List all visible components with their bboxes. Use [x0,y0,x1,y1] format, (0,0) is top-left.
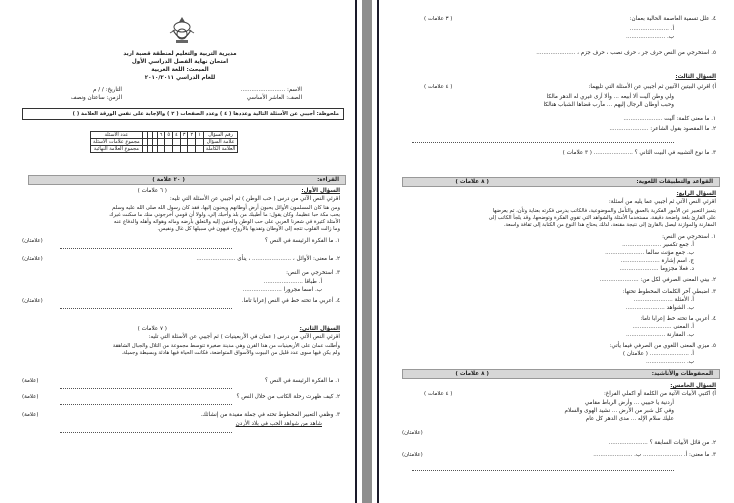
q2-item-1-mark: (علامة) [22,378,39,384]
grammar-band-marks: ( ٨ علامات ) [455,179,489,185]
q4-item-4b: ب. المقارنة ...................... [625,332,694,338]
p2-q5: ٥. استخرجي من النص حرف جر ، حرف نصب ، حرف جزم ، ...................... [536,50,716,56]
page-edge [355,0,357,503]
passage-line: وأطلت عمان على الأربعينيات من هذا القرن وهي مدينة صغيرة تتوسط مجموعة من التلال والجبال الشاهقة [112,343,340,349]
p2-option-b: ب. ...................... [626,34,674,40]
q2-title: السؤال الثاني: [299,326,340,332]
q4-item-5a: أ. ...................... ( علامتان ) [622,351,694,357]
answer-line[interactable] [412,470,674,471]
reading-band-title: القراءة: [317,177,339,183]
passage-line: ومن هنا كان المسلمون الأوائل يحبون أرض أوطانهم ويحنون إليها، فقد كان رسول الله صلى الله عليه وسلم [112,205,340,211]
q4-title: السؤال الرابع: [676,191,716,197]
q3-marks: ( ٤ علامات ) [424,84,453,90]
q5-item-2: ٢. من قائل الأبيات السابقة ؟ ...................... [608,440,716,446]
q3-item-2: ٢. ما المقصود بقول الشاعر: ...................... [609,126,716,132]
q4-item-2: ٢. بيني المعنى الصرفي لكل من: ...................... [599,277,716,283]
q1-item-2-mark: (علامتان) [22,256,43,262]
q1-item-3: ٣. استخرجي من النص: [286,270,340,276]
passage-line: يحب مكة حبا عظيما، وكان يقول: ما أطيبك من بلد وأحبك إلي، ولولا أن قومي أخرجوني منك ما سكنت غيرك [109,212,340,218]
q1-title: السؤال الأول: [301,188,340,194]
q3-title: السؤال الثالث: [675,74,716,80]
q4-item-1: ١. استخرجي من النص: [662,234,716,240]
answer-line[interactable] [60,248,232,249]
passage-line: وما زالت القلوب تتجه إلى الأوطان وتفديها بالأرواح، فيهون في سبيلها كل غال ونفيس. [157,226,340,232]
answer-line[interactable] [60,388,232,389]
q1-item-1: ١. ما الفكرة الرئيسة في النص ؟ [264,238,340,244]
passage-line: على القارئ بلغة واضحة دقيقة، مستخدما الأمثلة والشواهد التي تقوي الفكرة وتوضحها، وقد يلجأ الكاتب إلى [488,215,716,221]
exam-subject: المبحث: اللغة العربية [151,67,209,73]
passage-line: الأمثلة كثيرة في شعرنا العربي على حب الوطن والحنين إليه والتعلق بأرضه ومائه وهوائه وأهله والدفاع عنه [113,219,340,225]
q3-item-3: ٣. ما نوع التشبيه في البيت الثاني ؟ ...................... ( ٣ علامات ) [562,150,716,156]
q5-item-3-mark: (علامتان) [402,452,423,458]
q2-item-2-mark: (علامة) [22,394,39,400]
q2-item-3-phrase: شاهد من شواهد الحب في بلاد الأردن [235,421,322,427]
p2-top-question: ٤. علل تسمية العاصمة الحالية بعمان: [629,16,716,22]
q2-item-3-mark: (علامة) [22,412,39,418]
q5-marks: ( ٤ علامات ) [424,391,453,397]
q4-item-3a: أ. الأمثلة ...................... [633,297,694,303]
student-name-label: الاسم: ......................... [240,87,302,93]
answer-line[interactable] [60,404,232,405]
reading-band-marks: ( ٢٠ علامة ) [152,177,185,183]
notice-box [22,108,344,120]
notice-text: ملحوظة: أجيبي عن الأسئلة التالية وعددها ( ٤ ) وعدد الصفحات ( ٢ ) والإجابة على نفس الورقة العلامة ( ) [72,111,339,117]
verse-line: وفي كل شبر من الأرض ... نشيد الهوى والسلام [564,408,674,414]
score-row-full: مجموع العلامة النهائية العلامة الكاملة [91,146,238,153]
crest-emblem-icon [167,16,197,46]
answer-line[interactable] [60,432,232,433]
passage-line: ولم يكن فيها سوى عدد قليل من البيوت والأسواق المتواضعة، فكانت الحياة فيها هادئة وبسيطة وجميلة. [121,350,340,356]
q4-item-3b: ب. الشواهد ...................... [625,305,694,311]
page-edge [377,0,379,503]
exam-title: امتحان نهاية الفصل الدراسي الأول [131,59,229,65]
grade-label: الصف: العاشر الأساسي [246,95,302,101]
q2-item-1: ١. ما الفكرة الرئيسة في النص ؟ [264,378,340,384]
q1-item-3a: أ. طباقا ...................... [263,279,322,285]
answer-line[interactable] [412,142,674,143]
poem-verse: ولي وطن آليت ألا أبيعه ... وألا أرى غيري له الدهر مالكا [546,94,674,100]
q1-marks: ( ٦ علامات ) [137,188,167,194]
verse-line: عليك سلام الإله ... مدى الدهر كل عام [585,416,674,422]
q5-item-3: ٣. ما معنى: أ. ...................... ب. ...................... [593,452,716,458]
q1-item-4-mark: (علامتان) [22,298,43,304]
q4-item-1c: ج. اسم إشارة ...................... [620,258,694,264]
passage-line: المقارنة والموازنة ليصل بالقارئ إلى نتيجة مقنعة، لذلك يحتاج هذا النوع من الكتابة إلى ثقافة واسعة. [503,222,716,228]
q2-item-2: ٢. كيف ظهرت رحلة الكاتب من خلال النص ؟ [236,394,340,400]
p2-option-a: أ. ...................... [629,26,674,32]
exam-year: للعام الدراسي ٢٠١٠/٢٠١١ [144,75,216,81]
q4-item-1b: ب. جمع مؤنث سالما ...................... [605,250,694,256]
q5-part-mark: (علامتان) [402,430,423,436]
q2-intro: اقرئي النص الآتي من درس ( عمان في الأربعينيات ) ثم أجيبي عن الأسئلة التي تليه: [148,334,340,340]
q5-title: السؤال الخامس: [670,383,716,389]
q4-item-5: ٥. ميزي المعنى اللغوي من الصرفي فيما يأتي: [609,343,716,349]
grammar-band-title: القواعد والتطبيقات اللغوية: [636,179,713,185]
q4-item-3: ٣. اضبطي آخر الكلمات المخطوط تحتها: [622,289,716,295]
answer-line[interactable] [60,308,232,309]
q4-item-1d: د. فعلا مجزوما ...................... [619,266,694,272]
q1-item-3b: ب. اسما مجرورا ...................... [242,287,322,293]
reading-section-band [28,175,346,185]
duration-label: الزمن: ساعتان ونصف [70,95,122,101]
grammar-section-band [402,177,720,187]
verse-line: أردنية يا حبيبي ... وأرض الرباط مقامي [584,400,674,406]
q3-intro: أ) اقرئي البيتين الآتيين ثم أجيبي عن الأسئلة التي تليهما: [588,84,716,90]
q1-item-1-mark: (علامتان) [22,238,43,244]
q4-intro: اقرئي النص الآتي ثم أجيبي عما يليه من أسئلة: [608,199,716,205]
q2-item-3: ٣. وظفي التعبير المخطوط تحته في جملة مفيدة من إنشائك. [200,412,340,418]
date-label: التاريخ: / / م [93,87,122,93]
q4-item-4: ٤. أعربي ما تحته خط إعرابا تاما: [640,316,716,322]
q2-marks: ( ٧ علامات ) [137,326,167,332]
exam-page-1 [0,0,362,503]
score-table [90,131,238,153]
q4-item-4a: أ. المعنى ...................... [632,324,694,330]
q3-item-1: ١. ما معنى كلمة: آليت ...................... [623,116,716,122]
q1-item-4: ٤. أعربي ما تحته خط في النص إعرابا تاما. [241,298,340,304]
score-row-numbers: عدد الأسئلة ٦ ٥ ٤ ٣ ٢ ١ رقم السؤال [91,132,238,139]
memorization-band-title: المحفوظات والأناشيد: [651,371,713,377]
score-row-marks: مجموع علامات الأسئلة علامة السؤال [91,139,238,146]
memorization-section-band [402,369,720,379]
exam-page-2 [372,0,734,503]
q4-item-5b: ب. ...................... [646,359,694,365]
p2-top-marks: ( ٣ علامات ) [424,16,453,22]
q1-item-2: ٢. ما معنى: الأوائل ، ...................... ، ينأى ...................... [196,256,340,262]
passage-line: يتميز التعبير عن الأمور الفكرية بالعمق والتأمل والموضوعية، فالكاتب يدرس فكرته بعناية وتأن، ثم يعرضها [492,208,716,214]
q1-intro: اقرئي النص الآتي من درس ( حب الوطن ) ثم أجيبي عن الأسئلة التي تليه: [169,196,340,202]
memorization-band-marks: ( ٨ علامات ) [455,371,489,377]
ministry-name: مديرية التربية والتعليم لمنطقة قصبة اربد [123,51,237,57]
poem-verse: وحبب أوطان الرجال إليهم ... مآرب قضاها الشباب هنالكا [543,102,674,108]
q4-item-1a: أ. جمع تكسير ...................... [622,242,694,248]
q5-intro: أ) اكتبي الأبيات الآتية من الكلمة أو اكملي الفراغ: [603,391,716,397]
